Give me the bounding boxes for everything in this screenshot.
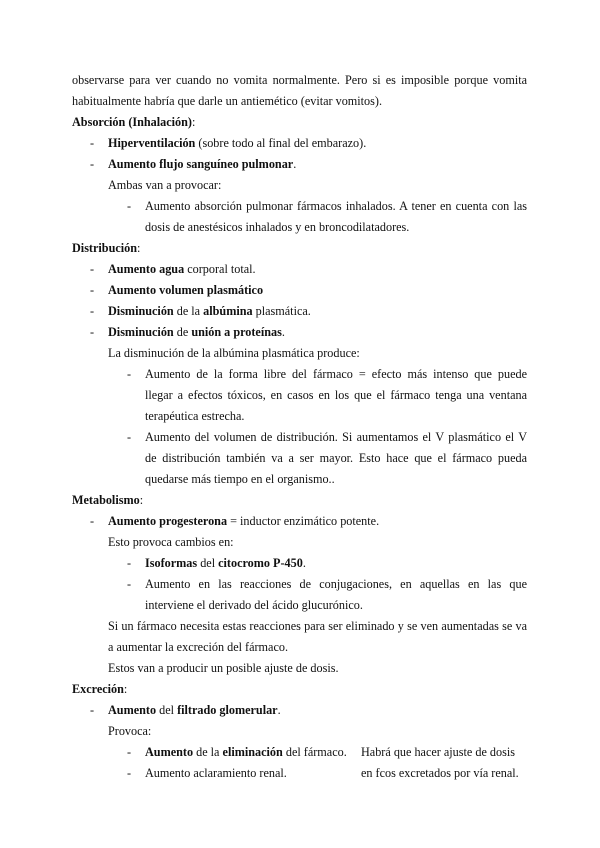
bullet-dash: - — [90, 283, 95, 297]
sub-item-eliminacion: Aumento de la eliminación del fármaco. — [145, 745, 347, 759]
list-item-albumina: Disminución de la albúmina plasmática. — [108, 304, 311, 318]
bullet-dash: - — [90, 262, 95, 276]
bullet-dash: - — [127, 577, 132, 591]
bullet-dash: - — [90, 157, 95, 171]
bullet-dash: - — [127, 556, 132, 570]
side-note-line-1: Habrá que hacer ajuste de dosis — [361, 745, 515, 759]
bullet-dash: - — [127, 199, 132, 213]
metabolismo-paragraph-1-line-2: a aumentar la excreción del fármaco. — [108, 640, 288, 654]
list-item-flujo-pulmonar: Aumento flujo sanguíneo pulmonar. — [108, 157, 297, 171]
sub-item-volumen-distribucion-line-3: quedarse más tiempo en el organismo.. — [145, 472, 335, 486]
list-item-progesterona: Aumento progesterona = inductor enzimático potente. — [108, 514, 380, 528]
section-heading-distribucion: Distribución: — [72, 241, 141, 255]
intro-line-1: observarse para ver cuando no vomita normalmente. Pero si es imposible porque vomita — [72, 73, 527, 87]
sub-item-forma-libre-line-1: Aumento de la forma libre del fármaco = efecto más intenso que puede — [145, 367, 527, 381]
distribucion-note: La disminución de la albúmina plasmática produce: — [108, 346, 360, 360]
bullet-dash: - — [90, 136, 95, 150]
sub-item-aclaramiento: Aumento aclaramiento renal. — [145, 766, 287, 780]
sub-item-isoformas: Isoformas del citocromo P-450. — [145, 556, 306, 570]
section-heading-excrecion: Excreción: — [72, 682, 128, 696]
bullet-dash: - — [127, 745, 132, 759]
list-item-volumen-plasmatico: Aumento volumen plasmático — [108, 283, 264, 297]
section-heading-absorcion: Absorción (Inhalación): — [72, 115, 196, 129]
metabolismo-paragraph-2: Estos van a producir un posible ajuste de dosis. — [108, 661, 339, 675]
metabolismo-paragraph-1-line-1: Si un fármaco necesita estas reacciones para ser eliminado y se ven aumentadas se va — [108, 619, 527, 633]
sub-item-absorcion-line-2: dosis de anestésicos inhalados y en broncodilatadores. — [145, 220, 410, 234]
list-item-agua: Aumento agua corporal total. — [108, 262, 256, 276]
sub-item-conjugaciones-line-2: interviene el derivado del ácido glucurónico. — [145, 598, 363, 612]
section-heading-metabolismo: Metabolismo: — [72, 493, 144, 507]
list-item-union-proteinas: Disminución de unión a proteínas. — [108, 325, 285, 339]
bullet-dash: - — [127, 766, 132, 780]
sub-item-conjugaciones-line-1: Aumento en las reacciones de conjugaciones, en aquellas en las que — [145, 577, 527, 591]
list-item-hiperventilacion: Hiperventilación (sobre todo al final del embarazo). — [108, 136, 367, 150]
metabolismo-note: Esto provoca cambios en: — [108, 535, 234, 549]
absorcion-note: Ambas van a provocar: — [108, 178, 222, 192]
bullet-dash: - — [90, 325, 95, 339]
side-note-line-2: en fcos excretados por vía renal. — [361, 766, 519, 780]
bullet-dash: - — [127, 367, 132, 381]
bullet-dash: - — [90, 703, 95, 717]
sub-item-forma-libre-line-3: terapéutica estrecha. — [145, 409, 245, 423]
bullet-dash: - — [90, 304, 95, 318]
bullet-dash: - — [90, 514, 95, 528]
sub-item-volumen-distribucion-line-1: Aumento del volumen de distribución. Si aumentamos el V plasmático el V — [145, 430, 527, 444]
sub-item-absorcion-line-1: Aumento absorción pulmonar fármacos inhalados. A tener en cuenta con las — [145, 199, 527, 213]
bullet-dash: - — [127, 430, 132, 444]
list-item-filtrado-glomerular: Aumento del filtrado glomerular. — [108, 703, 281, 717]
excrecion-note: Provoca: — [108, 724, 152, 738]
sub-item-forma-libre-line-2: llegar a efectos tóxicos, en casos en los que el fármaco tenga una ventana — [145, 388, 527, 402]
sub-item-volumen-distribucion-line-2: de distribución también va a ser mayor. Esto hace que el fármaco pueda — [145, 451, 527, 465]
intro-line-2: habitualmente habría que darle un antiemético (evitar vomitos). — [72, 94, 382, 108]
